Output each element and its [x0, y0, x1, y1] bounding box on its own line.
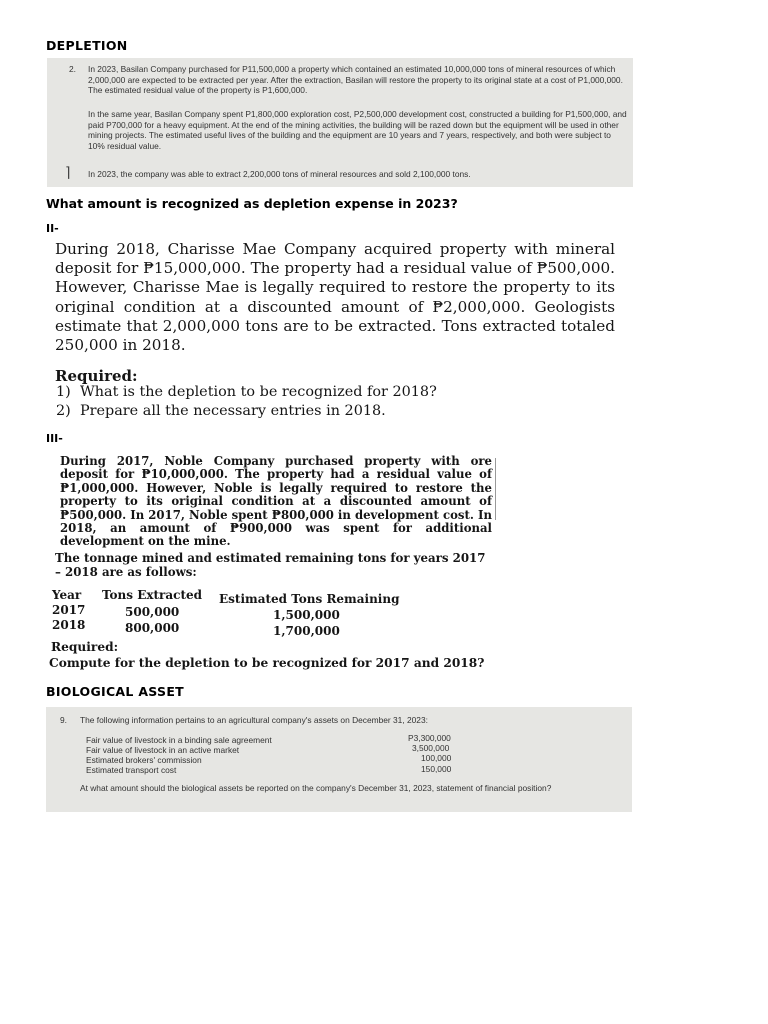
- table-header-year: Year: [52, 588, 82, 602]
- item-text: Prepare all the necessary entries in 2018.: [79, 403, 386, 419]
- asset-item-label: Estimated transport cost: [86, 765, 177, 775]
- item-number: 1): [56, 384, 71, 400]
- section-heading-depletion: DEPLETION: [46, 38, 128, 53]
- part2-required-item-1: [56, 384, 437, 400]
- table-cell: 1,700,000: [273, 624, 340, 638]
- scanned-problem-9: [46, 707, 632, 812]
- depletion-question: What amount is recognized as depletion expense in 2023?: [46, 196, 458, 211]
- part3-tonnage-text: The tonnage mined and estimated remaining tons for years 2017 – 2018 are as follows:: [55, 551, 486, 579]
- table-header-tons-extracted: Tons Extracted: [102, 588, 203, 602]
- part2-paragraph: During 2018, Charisse Mae Company acquired property with mineral deposit for ₱15,000,000. The property had a residual value of ₱500,000. However, Charisse Mae is legally required to restore the property to its original condition at a discounted amount of ₱2,000,000. Geologists estimate that 2,000,000 tons are to be extracted. Tons extracted totaled 250,000 in 2018.: [55, 240, 615, 355]
- part-label-iii: III-: [46, 432, 63, 445]
- margin-mark: ⌉: [65, 164, 71, 180]
- biological-intro: The following information pertains to an agricultural company's assets on December 31, 2023:: [80, 715, 428, 725]
- table-cell: 1,500,000: [273, 608, 340, 622]
- item-number: 2): [56, 403, 71, 419]
- table-cell: 2017: [52, 603, 86, 617]
- part3-required-text: Compute for the depletion to be recognized for 2017 and 2018?: [49, 656, 485, 670]
- table-cell: 800,000: [125, 621, 180, 635]
- asset-item-value: 100,000: [421, 753, 452, 763]
- asset-item-value: P3,300,000: [408, 733, 451, 743]
- part-label-ii: II-: [46, 222, 59, 235]
- problem-paragraph-3: In 2023, the company was able to extract 2,200,000 tons of mineral resources and sold 2,100,000 tons.: [88, 169, 471, 179]
- table-cell: 2018: [52, 618, 86, 632]
- part2-required-title: Required:: [55, 367, 138, 385]
- problem-number: 2.: [69, 64, 76, 74]
- scanned-problem-2: [47, 58, 633, 187]
- biological-question: At what amount should the biological assets be reported on the company's December 31, 2023, statement of financial position?: [80, 783, 552, 793]
- table-cell: 500,000: [125, 605, 180, 619]
- part3-required-title: Required:: [51, 640, 119, 654]
- part2-required-item-2: [56, 403, 386, 419]
- asset-item-label: Fair value of livestock in a binding sale agreement: [86, 735, 272, 745]
- margin-line: [495, 458, 496, 520]
- item-text: What is the depletion to be recognized for 2018?: [79, 384, 437, 400]
- table-header-estimated-remaining: Estimated Tons Remaining: [219, 592, 400, 606]
- problem-paragraph-1: In 2023, Basilan Company purchased for P11,500,000 a property which contained an estimated 10,000,000 tons of mineral resources of which 2,000,000 are expected to be extracted per year. After the extraction, Basilan will restore the property to its original state at a cost of P1,000,000. The estimated residual value of the property is P1,600,000.: [88, 64, 623, 96]
- section-heading-biological-asset: BIOLOGICAL ASSET: [46, 684, 185, 699]
- part3-paragraph: During 2017, Noble Company purchased property with ore deposit for ₱10,000,000. The property had a residual value of ₱1,000,000. However, Noble is legally required to restore the property to its original condition at a discounted amount of ₱500,000. In 2017, Noble spent ₱800,000 in development cost. In 2018, an amount of ₱900,000 was spent for additional development on the mine.: [60, 454, 492, 549]
- asset-item-label: Estimated brokers' commission: [86, 755, 202, 765]
- problem-paragraph-2: In the same year, Basilan Company spent P1,800,000 exploration cost, P2,500,000 development cost, constructed a building for P1,500,000, and paid P700,000 for a heavy equipment. At the end of the mining activities, the building will be razed down but the equipment will be used in other mining projects. The estimated useful lives of the building and the equipment are 10 years and 7 years, respectively, and both were subject to 10% residual value.: [88, 109, 627, 151]
- asset-item-value: 3,500,000: [412, 743, 450, 753]
- asset-item-label: Fair value of livestock in an active market: [86, 745, 240, 755]
- asset-item-value: 150,000: [421, 764, 452, 774]
- problem-number: 9.: [60, 715, 67, 725]
